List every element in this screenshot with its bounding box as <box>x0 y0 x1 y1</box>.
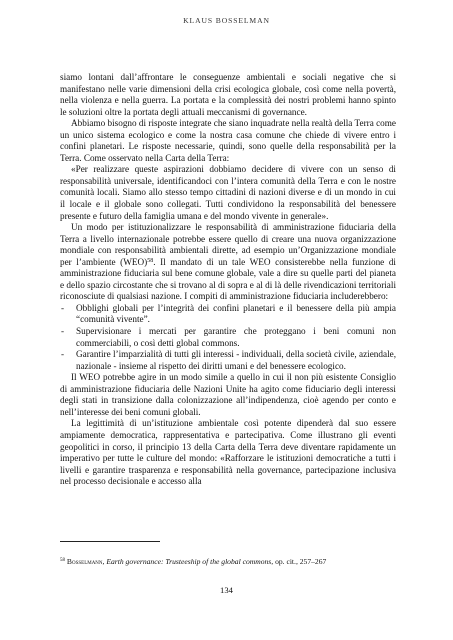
footnote-author: Bosselmann <box>66 557 103 566</box>
running-head: KLAUS BOSSELMAN <box>183 16 270 25</box>
trusteeship-tasks-list <box>60 303 396 372</box>
list-item <box>60 326 396 349</box>
footnote-citation: , op. cit., 257–267 <box>271 557 327 566</box>
earth-charter-quote: «Per realizzare queste aspirazioni dobbiamo decidere di vivere con un senso di responsabilità universale, identificandoci con l’intera comunità della Terra e con le nostre comunità locali. Siamo allo stesso tempo cittadini di nazioni diverse e di un mondo in cui il locale e il globale sono collegati. Tutti condividono la responsabilità del benessere presente e futuro della famiglia umana e del mondo vivente in generale». <box>60 164 396 221</box>
footnote-reference[interactable]: 58 <box>147 257 154 264</box>
list-item-text: Supervisionare i mercati per garantire che proteggano i beni comuni non commerciabili, o così detti global commons. <box>76 326 396 348</box>
footnote-separator <box>60 541 160 542</box>
list-dash: - <box>61 326 65 337</box>
body-text <box>60 72 396 488</box>
paragraph-legitimacy: La legittimità di un’istituzione ambientale così potente dipenderà dal suo essere ampiamente democratica, rappresentativa e partecipativa. Come illustrano gli eventi geopolitici in corso, il principio 13 della Carta della Terra deve diventare rapidamente un imperativo per tutte le culture del mondo: «Rafforzare le istituzioni democratiche a tutti i livelli e garantire trasparenza e responsabilità nella governance, partecipazione inclusiva nel processo decisionale e accesso alla <box>60 418 396 487</box>
paragraph-continuation: siamo lontani dall’affrontare le conseguenze ambientali e sociali negative che si manifestano nelle varie dimensioni della crisi ecologica globale, così come nella povertà, nella violenza e nella guerra. La portata e la complessità dei nostri problemi hanno spinto le soluzioni oltre la portata degli attuali meccanismi di governance. <box>60 72 396 117</box>
weo-text-after-footnote: . Il mandato di un tale WEO consisterebbe nella funzione di amministrazione fiduciaria sul bene comune globale, vale a dire su quelle parti del pianeta e dello spazio circostante che si trovano al di sopra e al di là delle rivendicazioni territoriali riconosciute di qualsiasi nazione. I compiti di amministrazione fiduciaria includerebbero: <box>60 256 396 302</box>
page-number: 134 <box>220 585 233 595</box>
footnote-number: 58 <box>60 558 65 563</box>
list-dash: - <box>61 349 65 360</box>
footnote: $^{58}$ Bosselmann, Earth governance: Trusteeship of the global commons, op. cit., 257–267 <box>60 557 327 566</box>
list-item <box>60 303 396 326</box>
list-dash: - <box>61 302 65 313</box>
paragraph-un-trusteeship: Il WEO potrebbe agire in un modo simile a quello in cui il non più esistente Consiglio di amministrazione fiduciaria delle Nazioni Unite ha agito come fiduciario degli interessi degli stati in transizione dalla colonizzazione all’indipendenza, cioè agendo per conto e nell’interesse dei beni comuni globali. <box>60 372 396 417</box>
footnote-title: Earth governance: Trusteeship of the global commons <box>106 557 272 566</box>
list-item-text: Garantire l’imparzialità di tutti gli interessi - individuali, della società civile, aziendale, nazionale - insieme al rispetto dei diritti umani e del benessere ecologico. <box>76 349 396 371</box>
paragraph-integrated-responses: Abbiamo bisogno di risposte integrate che siano inquadrate nella realtà della Terra come un unico sistema ecologico e come la nostra casa comune che chiede di vivere entro i confini planetari. Le risposte necessarie, quindi, sono quelle della responsabilità per la Terra. Come osservato nella Carta della Terra: <box>60 118 396 163</box>
paragraph-weo-proposal <box>60 222 396 303</box>
list-item <box>60 349 396 372</box>
weo-text-before-footnote: Un modo per istituzionalizzare le responsabilità di amministrazione fiduciaria della Terra a livello internazionale potrebbe essere quello di creare una nuova organizzazione mondiale con responsabilità ambientali dirette, ad esempio un’Organizzazione mondiale per l’ambiente (WEO) <box>60 222 396 267</box>
list-item-text: Obblighi globali per l’integrità dei confini planetari e il benessere della più ampia “comunità vivente”. <box>76 302 396 325</box>
